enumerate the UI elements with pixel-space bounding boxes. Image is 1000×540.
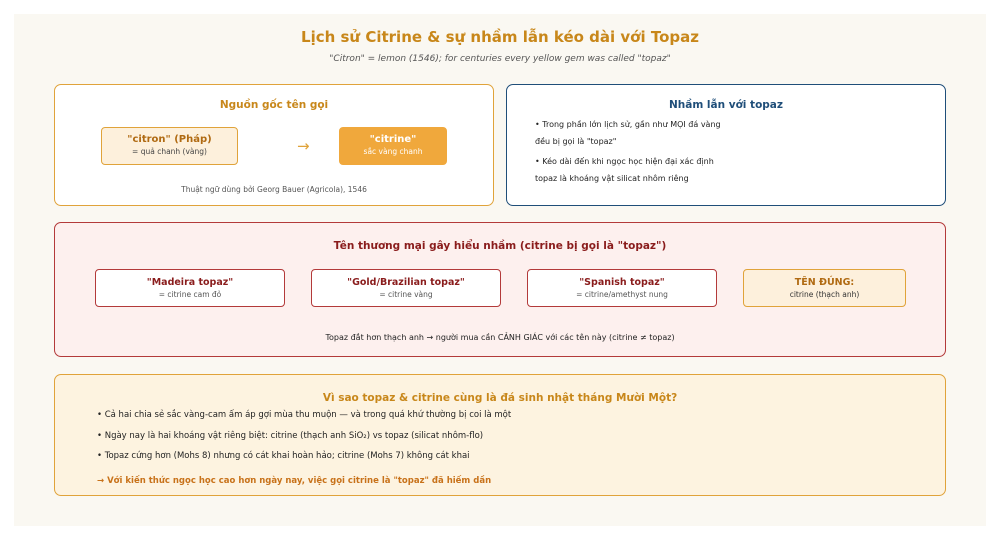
trade-box-gold-brazilian [311, 269, 501, 307]
birthstone-conclusion: → Với kiến thức ngọc học cao hơn ngày nay, việc gọi citrine là "topaz" đã hiếm dần [97, 476, 492, 486]
trade-box-madeira [95, 269, 285, 307]
trade-box-meaning: = citrine cam đỏ [158, 290, 222, 299]
trade-box-meaning: citrine (thạch anh) [789, 290, 860, 299]
birthstone-bullet: • Cả hai chia sẻ sắc vàng-cam ấm áp gợi mùa thu muộn — và trong quá khứ thường bị coi là một [97, 410, 512, 420]
trade-names-panel [54, 222, 946, 357]
trade-box-correct-name [743, 269, 906, 307]
trade-title: Tên thương mại gây hiểu nhầm (citrine bị gọi là "topaz") [333, 240, 667, 252]
trade-box-label: TÊN ĐÚNG: [794, 277, 855, 288]
page-title: Lịch sử Citrine & sự nhầm lẫn kéo dài với Topaz [301, 28, 699, 46]
confusion-line: topaz là khoáng vật silicat nhôm riêng [535, 174, 689, 183]
trade-box-label: "Gold/Brazilian topaz" [347, 277, 465, 288]
citrine-meaning: sắc vàng chanh [363, 147, 423, 156]
trade-box-meaning: = citrine vàng [379, 290, 433, 299]
citron-meaning: = quả chanh (vàng) [132, 147, 207, 156]
birthstone-title: Vì sao topaz & citrine cùng là đá sinh nhật tháng Mười Một? [322, 392, 678, 404]
confusion-title: Nhầm lẫn với topaz [668, 99, 784, 111]
origin-note: Thuật ngữ dùng bởi Georg Bauer (Agricola), 1546 [181, 185, 367, 194]
confusion-line: đều bị gọi là "topaz" [535, 137, 617, 146]
citron-box [101, 127, 238, 165]
trade-warning-note: Topaz đắt hơn thạch anh → người mua cần CẢNH GIÁC với các tên này (citrine ≠ topaz) [325, 333, 675, 342]
citrine-box [339, 127, 447, 165]
trade-box-spanish [527, 269, 717, 307]
trade-box-label: "Spanish topaz" [579, 277, 665, 288]
trade-box-label: "Madeira topaz" [146, 277, 234, 288]
citron-label: "citron" (Pháp) [127, 134, 212, 145]
trade-box-meaning: = citrine/amethyst nung [576, 290, 668, 299]
page-subtitle: "Citron" = lemon (1546); for centuries every yellow gem was called "topaz" [329, 54, 671, 64]
birthstone-bullet: • Ngày nay là hai khoáng vật riêng biệt: citrine (thạch anh SiO₂) vs topaz (silicat nhôm-flo) [97, 431, 484, 441]
arrow-right-icon: → [297, 137, 310, 155]
citrine-label: "citrine" [369, 134, 417, 145]
origin-panel [54, 84, 494, 206]
birthstone-panel [54, 374, 946, 496]
birthstone-bullet: • Topaz cứng hơn (Mohs 8) nhưng có cát khai hoàn hảo; citrine (Mohs 7) không cát khai [97, 451, 470, 461]
confusion-line: • Kéo dài đến khi ngọc học hiện đại xác định [535, 157, 714, 166]
confusion-line: • Trong phần lớn lịch sử, gần như MỌI đá vàng [535, 120, 721, 129]
origin-title: Nguồn gốc tên gọi [219, 99, 329, 111]
confusion-panel [506, 84, 946, 206]
